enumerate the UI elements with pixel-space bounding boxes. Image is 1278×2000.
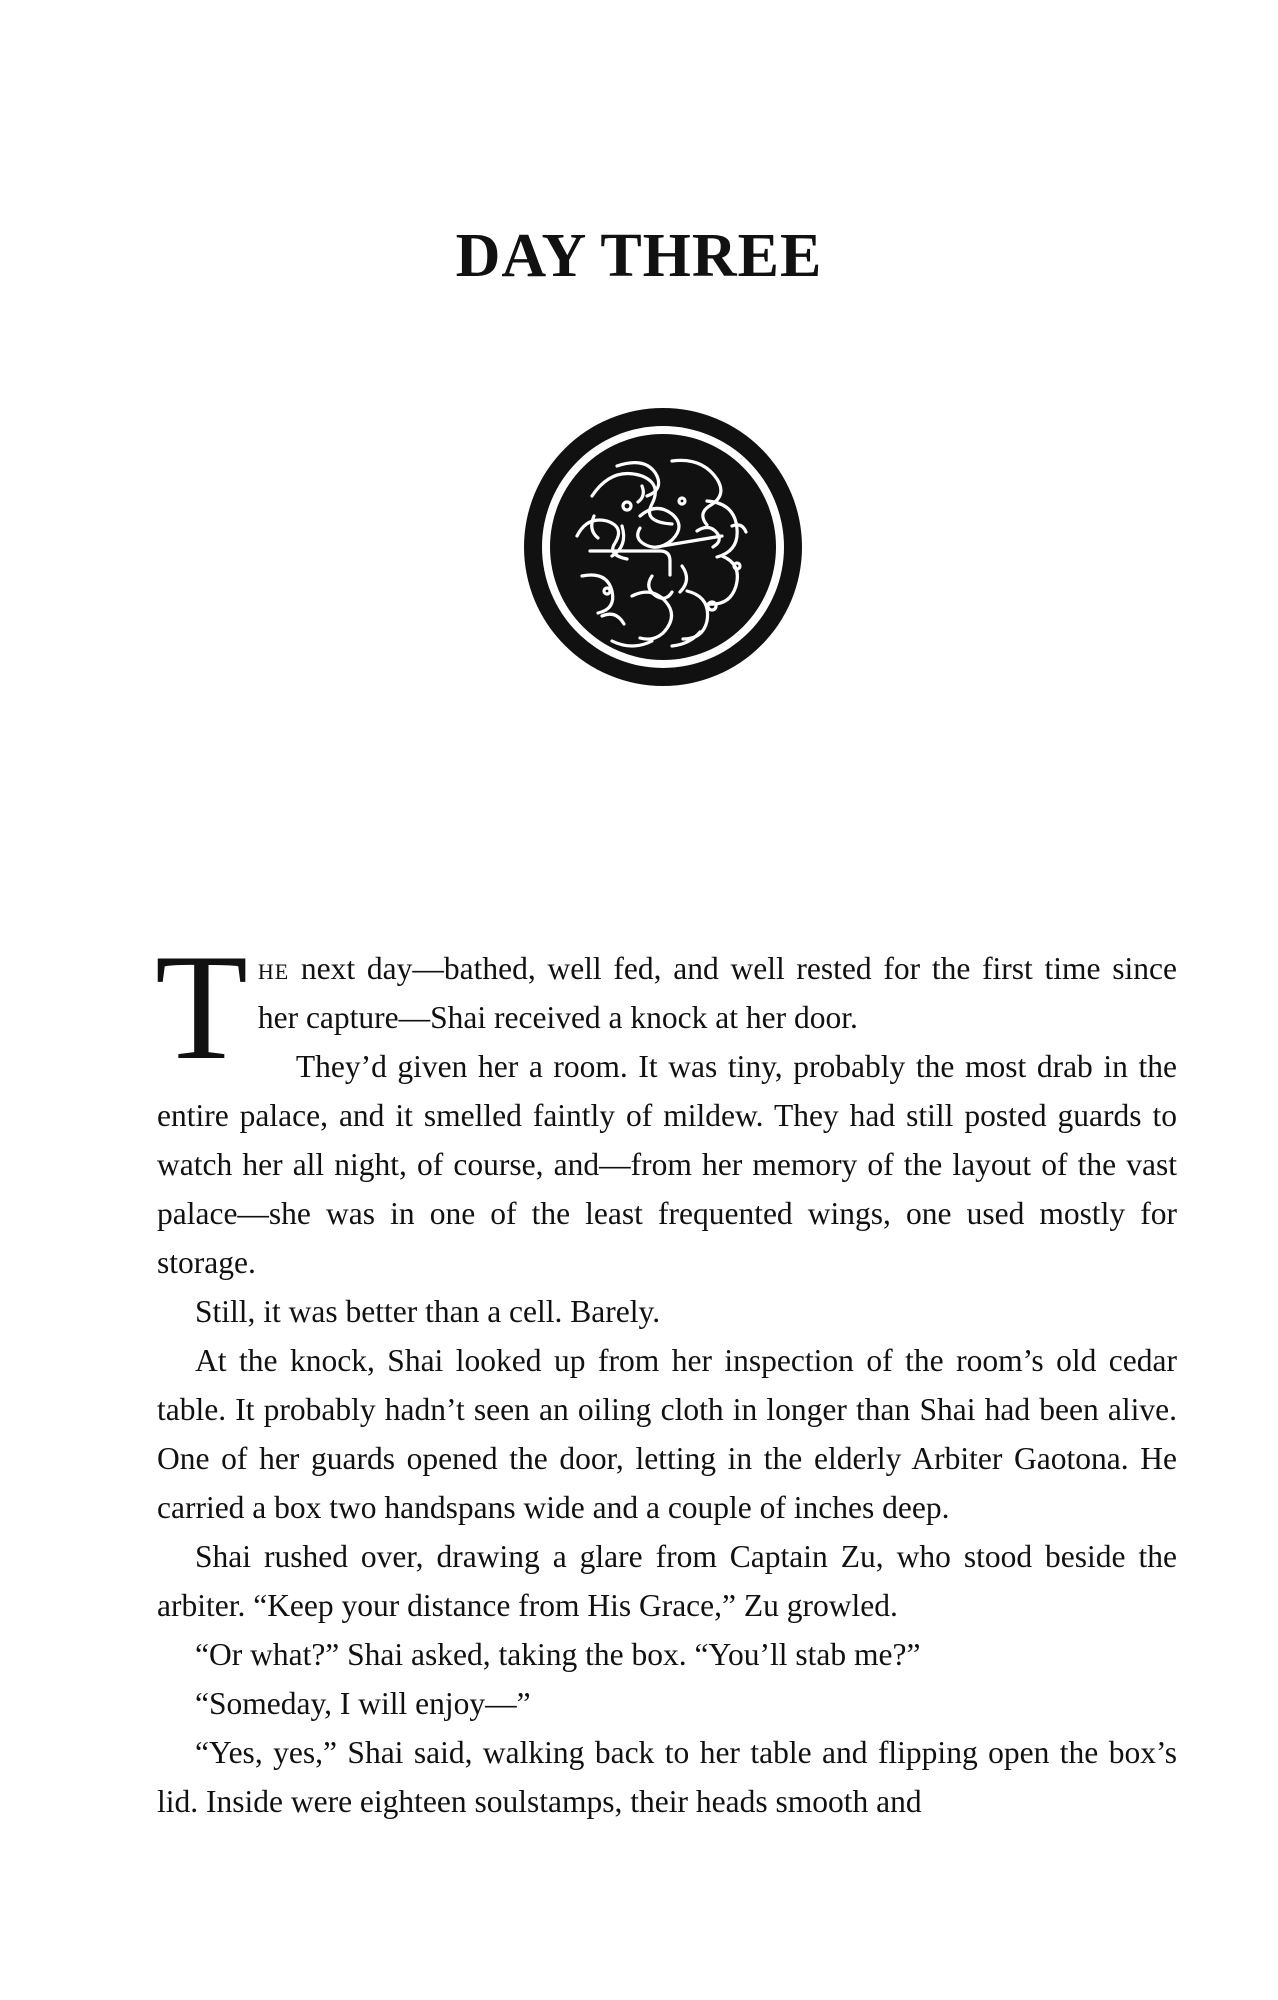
chapter-title: DAY THREE	[455, 222, 823, 290]
paragraph: “Yes, yes,” Shai said, walking back to her table and flipping open the box’s lid. Inside were eighteen soulstamps, their heads smooth and	[157, 1735, 1177, 1819]
first-paragraph	[155, 923, 1177, 1091]
chapter-body	[155, 923, 1177, 1826]
soulstamp-seal-icon	[522, 406, 804, 688]
paragraph: At the knock, Shai looked up from her inspection of the room’s old cedar table. It probably hadn’t seen an oiling cloth in longer than Shai had been alive. One of her guards opened the door, letting in the elderly Arbiter Gaotona. He carried a box two handspans wide and a couple of inches deep.	[157, 1343, 1177, 1525]
first-paragraph-text: next day—bathed, well fed, and well rested for the first time since her capture—Shai received a knock at her door.	[257, 951, 1177, 1035]
drop-cap: T	[155, 923, 248, 1091]
paragraph: Still, it was better than a cell. Barely.	[195, 1294, 661, 1329]
paragraph: “Or what?” Shai asked, taking the box. “You’ll stab me?”	[195, 1637, 921, 1672]
seal-graphic	[522, 406, 804, 688]
paragraph: Shai rushed over, drawing a glare from Captain Zu, who stood beside the arbiter. “Keep your distance from His Grace,” Zu growled.	[157, 1539, 1177, 1623]
paragraph: They’d given her a room. It was tiny, probably the most drab in the entire palace, and it smelled faintly of mildew. They had still posted guards to watch her all night, of course, and—from her memory of the layout of the vast palace—she was in one of the least frequented wings, one used mostly for storage.	[157, 1049, 1177, 1280]
paragraph: “Someday, I will enjoy—”	[195, 1686, 531, 1721]
lead-small-caps: he	[257, 951, 290, 986]
